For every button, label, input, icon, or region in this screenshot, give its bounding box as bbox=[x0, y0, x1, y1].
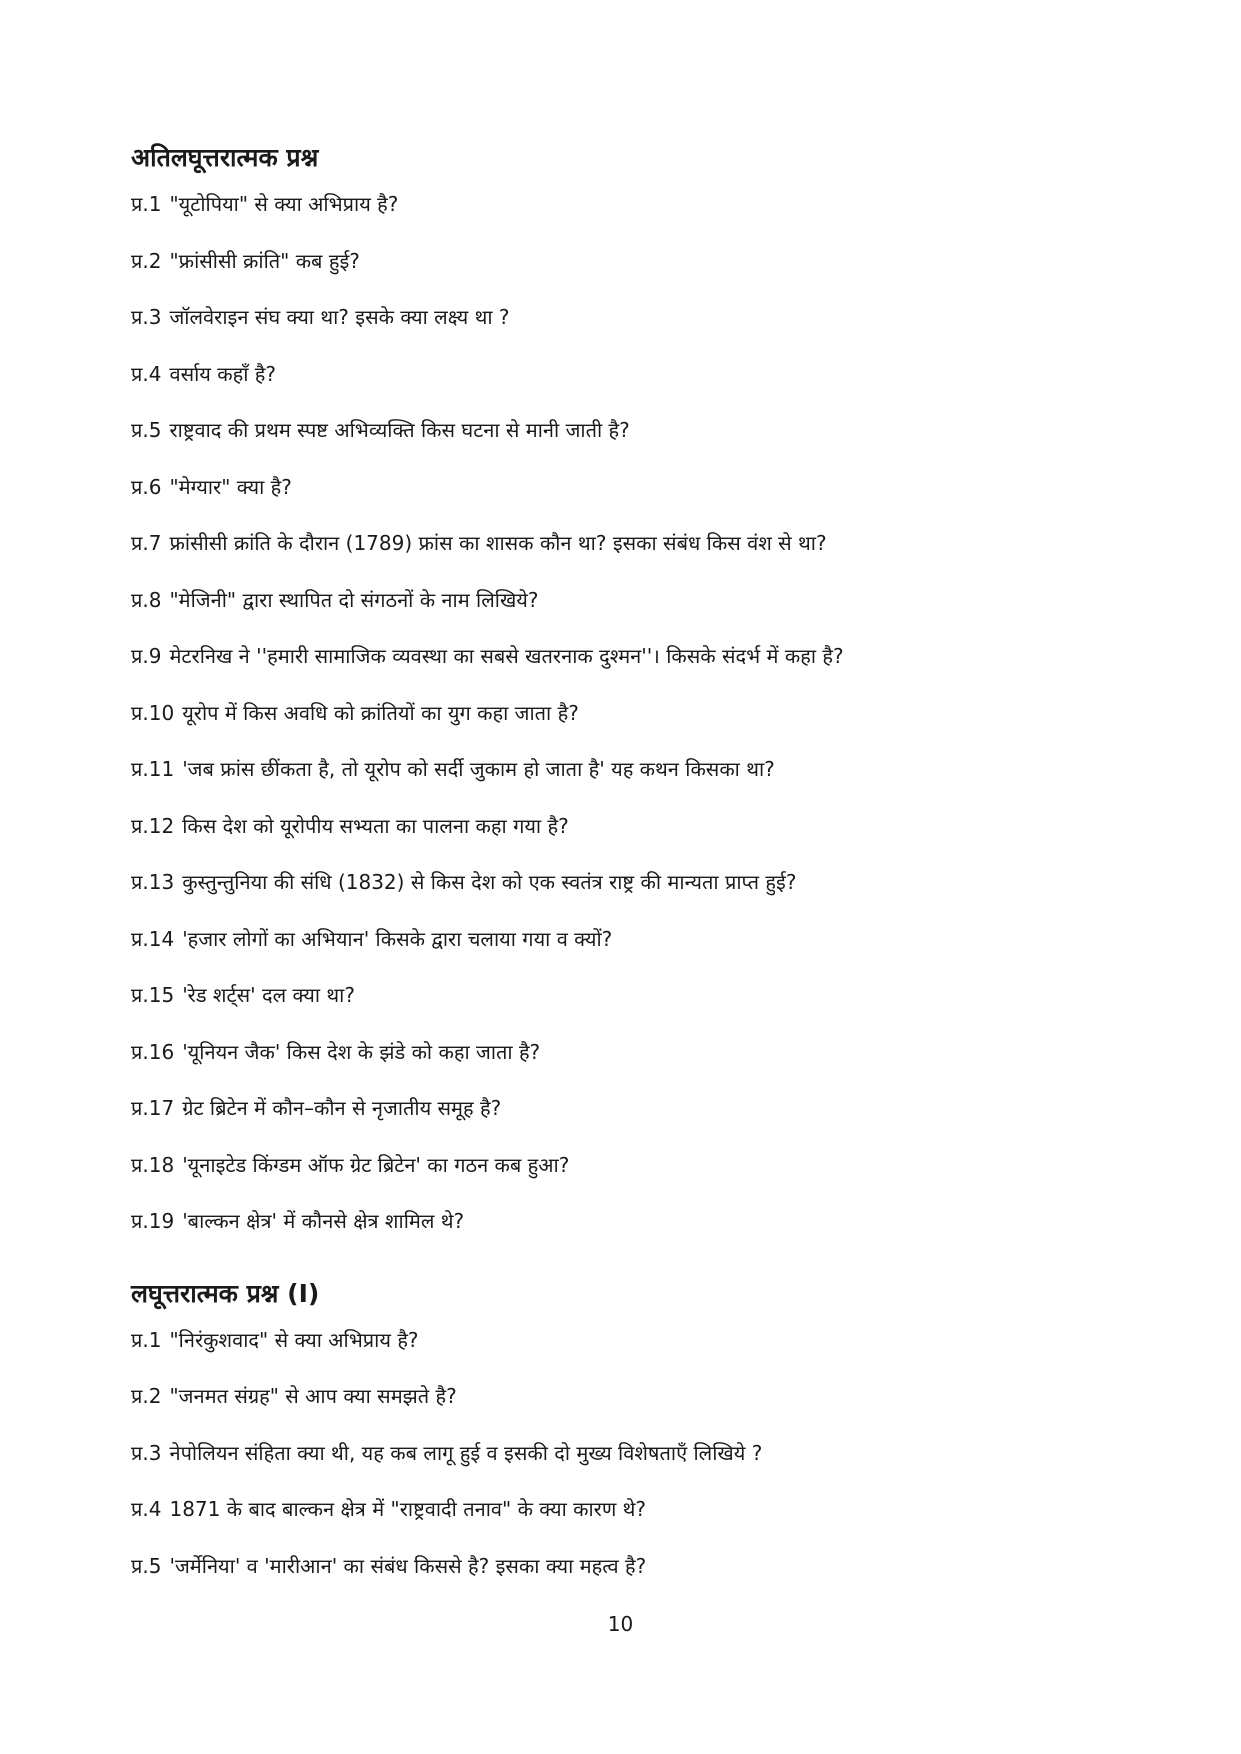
question-number: प्र.15 bbox=[131, 983, 175, 1007]
question-text: "यूटोपिया" से क्या अभिप्राय है? bbox=[169, 192, 399, 216]
question-item bbox=[131, 529, 1091, 586]
question-text: 'रेड शर्ट्स' दल क्या था? bbox=[182, 983, 355, 1007]
question-text: "मेग्यार" क्या है? bbox=[169, 474, 292, 499]
question-text: जॉलवेराइन संघ क्या था? इसके क्या लक्ष्य था ? bbox=[169, 305, 510, 329]
question-number: प्र.11 bbox=[131, 757, 175, 781]
question-text: 'बाल्कन क्षेत्र' में कौनसे क्षेत्र शामिल थे? bbox=[182, 1209, 465, 1233]
question-number: प्र.7 bbox=[131, 531, 162, 555]
question-number: प्र.2 bbox=[131, 248, 162, 273]
question-list-short-answer bbox=[131, 1326, 1091, 1609]
question-text: वर्साय कहाँ है? bbox=[169, 361, 276, 386]
question-text: 'जब फ्रांस छींकता है, तो यूरोप को सर्दी जुकाम हो जाता है' यह कथन किसका था? bbox=[182, 757, 775, 781]
question-number: प्र.16 bbox=[131, 1039, 175, 1064]
question-text: यूरोप में किस अवधि को क्रांतियों का युग कहा जाता है? bbox=[182, 700, 579, 725]
question-number: प्र.4 bbox=[131, 1497, 162, 1521]
question-item bbox=[131, 1207, 1091, 1264]
question-text: किस देश को यूरोपीय सभ्यता का पालना कहा गया है? bbox=[182, 813, 569, 838]
question-number: प्र.3 bbox=[131, 1440, 162, 1465]
question-number: प्र.2 bbox=[131, 1384, 162, 1408]
question-text: ग्रेट ब्रिटेन में कौन–कौन से नृजातीय समूह है? bbox=[182, 1096, 502, 1120]
question-item bbox=[131, 247, 1091, 304]
question-item bbox=[131, 190, 1091, 247]
question-text: "मेजिनी" द्वारा स्थापित दो संगठनों के नाम लिखिये? bbox=[169, 587, 539, 612]
question-text: फ्रांसीसी क्रांति के दौरान (1789) फ्रांस का शासक कौन था? इसका संबंध किस वंश से था? bbox=[169, 531, 827, 555]
question-item bbox=[131, 303, 1091, 360]
section-heading-very-short-answer: अतिलघूत्तरात्मक प्रश्न bbox=[131, 143, 319, 172]
question-number: प्र.10 bbox=[131, 700, 175, 725]
question-text: "जनमत संग्रह" से आप क्या समझते है? bbox=[169, 1384, 457, 1408]
question-text: नेपोलियन संहिता क्या थी, यह कब लागू हुई व इसकी दो मुख्य विशेषताएँ लिखिये ? bbox=[169, 1440, 763, 1465]
question-item bbox=[131, 1382, 1091, 1439]
question-item bbox=[131, 642, 1091, 699]
question-number: प्र.9 bbox=[131, 644, 162, 668]
question-number: प्र.13 bbox=[131, 870, 175, 894]
question-text: राष्ट्रवाद की प्रथम स्पष्ट अभिव्यक्ति किस घटना से मानी जाती है? bbox=[169, 418, 630, 442]
question-item bbox=[131, 812, 1091, 869]
question-number: प्र.17 bbox=[131, 1096, 175, 1120]
question-number: प्र.8 bbox=[131, 587, 162, 612]
question-number: प्र.5 bbox=[131, 418, 162, 442]
page-content bbox=[131, 138, 1091, 1608]
question-item bbox=[131, 925, 1091, 982]
question-text: 1871 के बाद बाल्कन क्षेत्र में "राष्ट्रवादी तनाव" के क्या कारण थे? bbox=[169, 1497, 647, 1521]
question-item bbox=[131, 981, 1091, 1038]
question-item bbox=[131, 1151, 1091, 1208]
question-number: प्र.18 bbox=[131, 1152, 175, 1177]
question-item bbox=[131, 473, 1091, 530]
question-item bbox=[131, 1552, 1091, 1609]
question-number: प्र.5 bbox=[131, 1553, 162, 1578]
question-item bbox=[131, 1495, 1091, 1552]
question-item bbox=[131, 1439, 1091, 1496]
question-number: प्र.1 bbox=[131, 1327, 162, 1352]
question-item bbox=[131, 1326, 1091, 1383]
question-item bbox=[131, 416, 1091, 473]
question-number: प्र.19 bbox=[131, 1209, 175, 1233]
question-text: 'जर्मेनिया' व 'मारीआन' का संबंध किससे है? इसका क्या महत्व है? bbox=[169, 1553, 647, 1578]
question-number: प्र.6 bbox=[131, 474, 162, 499]
page-number: 10 bbox=[607, 1612, 634, 1636]
question-list-very-short-answer bbox=[131, 190, 1091, 1264]
question-item bbox=[131, 586, 1091, 643]
question-text: मेटरनिख ने ''हमारी सामाजिक व्यवस्था का सबसे खतरनाक दुश्मन''। किसके संदर्भ में कहा है? bbox=[169, 644, 844, 668]
question-item bbox=[131, 868, 1091, 925]
question-text: 'यूनाइटेड किंग्डम ऑफ ग्रेट ब्रिटेन' का गठन कब हुआ? bbox=[182, 1152, 570, 1177]
question-number: प्र.1 bbox=[131, 192, 162, 216]
question-item bbox=[131, 360, 1091, 417]
question-item bbox=[131, 755, 1091, 812]
question-number: प्र.3 bbox=[131, 305, 162, 329]
question-text: "निरंकुशवाद" से क्या अभिप्राय है? bbox=[169, 1327, 419, 1352]
section-heading-short-answer: लघूत्तरात्मक प्रश्न (I) bbox=[131, 1278, 320, 1308]
question-item bbox=[131, 699, 1091, 756]
question-item bbox=[131, 1038, 1091, 1095]
question-text: 'यूनियन जैक' किस देश के झंडे को कहा जाता है? bbox=[182, 1039, 541, 1064]
question-text: कुस्तुन्तुनिया की संधि (1832) से किस देश को एक स्वतंत्र राष्ट्र की मान्यता प्राप्त हुई? bbox=[182, 870, 797, 894]
question-text: 'हजार लोगों का अभियान' किसके द्वारा चलाया गया व क्यों? bbox=[182, 926, 613, 951]
question-number: प्र.14 bbox=[131, 926, 175, 951]
question-number: प्र.12 bbox=[131, 813, 175, 838]
question-number: प्र.4 bbox=[131, 361, 162, 386]
question-item bbox=[131, 1094, 1091, 1151]
question-text: "फ्रांसीसी क्रांति" कब हुई? bbox=[169, 248, 360, 273]
